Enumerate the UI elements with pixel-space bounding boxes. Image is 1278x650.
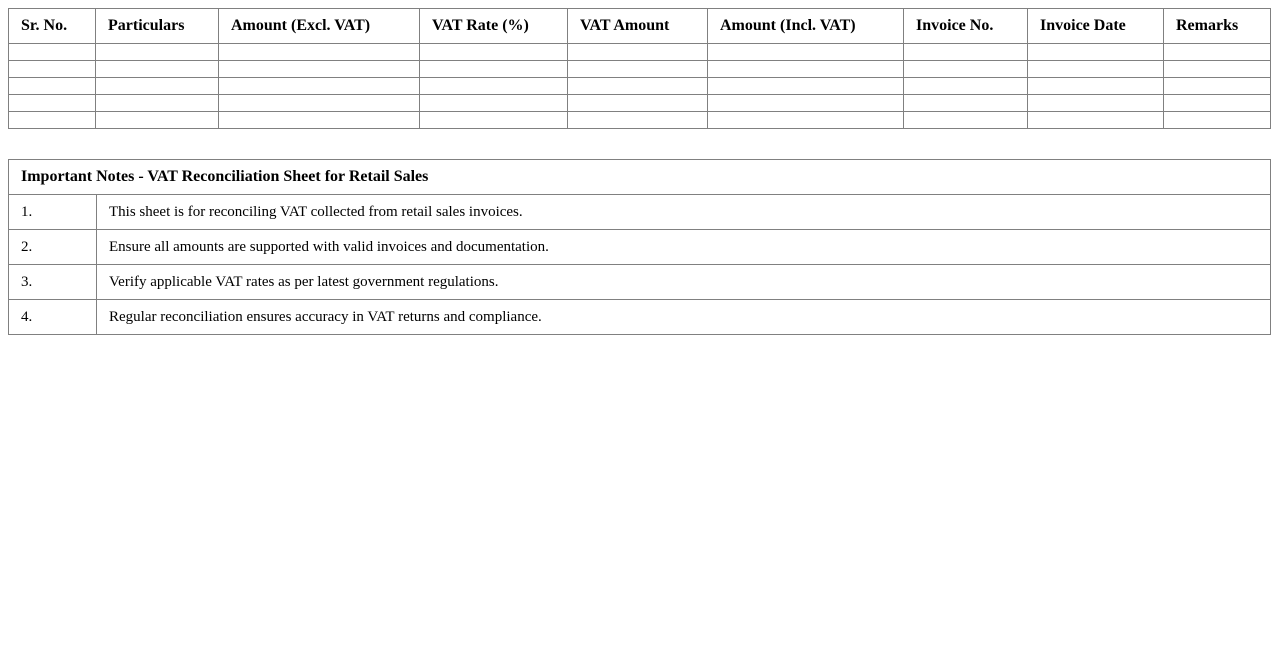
table-cell[interactable] [568, 61, 708, 78]
table-cell[interactable] [219, 112, 420, 129]
table-cell[interactable] [904, 95, 1028, 112]
header-vat-rate: VAT Rate (%) [420, 9, 568, 44]
table-cell[interactable] [568, 95, 708, 112]
table-cell[interactable] [1164, 112, 1271, 129]
note-row [9, 230, 1271, 265]
table-cell[interactable] [1028, 44, 1164, 61]
vat-reconciliation-table [8, 8, 1271, 129]
table-cell[interactable] [420, 44, 568, 61]
table-cell[interactable] [9, 61, 96, 78]
table-cell[interactable] [219, 61, 420, 78]
header-remarks: Remarks [1164, 9, 1271, 44]
table-cell[interactable] [96, 44, 219, 61]
table-cell[interactable] [904, 44, 1028, 61]
table-cell[interactable] [1164, 95, 1271, 112]
header-amount-incl-vat: Amount (Incl. VAT) [708, 9, 904, 44]
table-row [9, 78, 1271, 95]
table-header-row [9, 9, 1271, 44]
table-cell[interactable] [708, 78, 904, 95]
table-cell[interactable] [219, 95, 420, 112]
table-cell[interactable] [96, 112, 219, 129]
notes-title-row [9, 160, 1271, 195]
table-cell[interactable] [568, 112, 708, 129]
notes-title: Important Notes - VAT Reconciliation Sheet for Retail Sales [9, 160, 1271, 195]
table-row [9, 112, 1271, 129]
table-cell[interactable] [1164, 61, 1271, 78]
table-cell[interactable] [420, 61, 568, 78]
table-cell[interactable] [708, 95, 904, 112]
note-text: This sheet is for reconciling VAT collected from retail sales invoices. [97, 195, 1271, 230]
note-number: 3. [9, 265, 97, 300]
table-cell[interactable] [568, 78, 708, 95]
table-cell[interactable] [9, 95, 96, 112]
table-cell[interactable] [904, 61, 1028, 78]
note-number: 2. [9, 230, 97, 265]
table-cell[interactable] [96, 61, 219, 78]
note-row [9, 265, 1271, 300]
table-cell[interactable] [9, 112, 96, 129]
table-cell[interactable] [219, 78, 420, 95]
note-text: Ensure all amounts are supported with valid invoices and documentation. [97, 230, 1271, 265]
table-cell[interactable] [96, 95, 219, 112]
note-number: 4. [9, 300, 97, 335]
table-row [9, 44, 1271, 61]
note-number: 1. [9, 195, 97, 230]
table-cell[interactable] [1028, 112, 1164, 129]
header-amount-excl-vat: Amount (Excl. VAT) [219, 9, 420, 44]
table-cell[interactable] [9, 44, 96, 61]
table-cell[interactable] [1164, 78, 1271, 95]
table-cell[interactable] [708, 44, 904, 61]
header-invoice-no: Invoice No. [904, 9, 1028, 44]
header-invoice-date: Invoice Date [1028, 9, 1164, 44]
table-cell[interactable] [1164, 44, 1271, 61]
table-cell[interactable] [568, 44, 708, 61]
note-row [9, 300, 1271, 335]
table-cell[interactable] [9, 78, 96, 95]
table-cell[interactable] [708, 61, 904, 78]
table-cell[interactable] [420, 95, 568, 112]
table-cell[interactable] [1028, 95, 1164, 112]
note-row [9, 195, 1271, 230]
table-cell[interactable] [708, 112, 904, 129]
note-text: Regular reconciliation ensures accuracy in VAT returns and compliance. [97, 300, 1271, 335]
header-vat-amount: VAT Amount [568, 9, 708, 44]
table-cell[interactable] [96, 78, 219, 95]
vat-reconciliation-sheet [8, 8, 1270, 335]
note-text: Verify applicable VAT rates as per latest government regulations. [97, 265, 1271, 300]
table-cell[interactable] [904, 112, 1028, 129]
table-cell[interactable] [219, 44, 420, 61]
table-cell[interactable] [904, 78, 1028, 95]
table-cell[interactable] [1028, 61, 1164, 78]
important-notes-table [8, 159, 1271, 335]
table-row [9, 95, 1271, 112]
header-particulars: Particulars [96, 9, 219, 44]
table-cell[interactable] [1028, 78, 1164, 95]
table-cell[interactable] [420, 112, 568, 129]
table-row [9, 61, 1271, 78]
table-cell[interactable] [420, 78, 568, 95]
header-sr-no: Sr. No. [9, 9, 96, 44]
